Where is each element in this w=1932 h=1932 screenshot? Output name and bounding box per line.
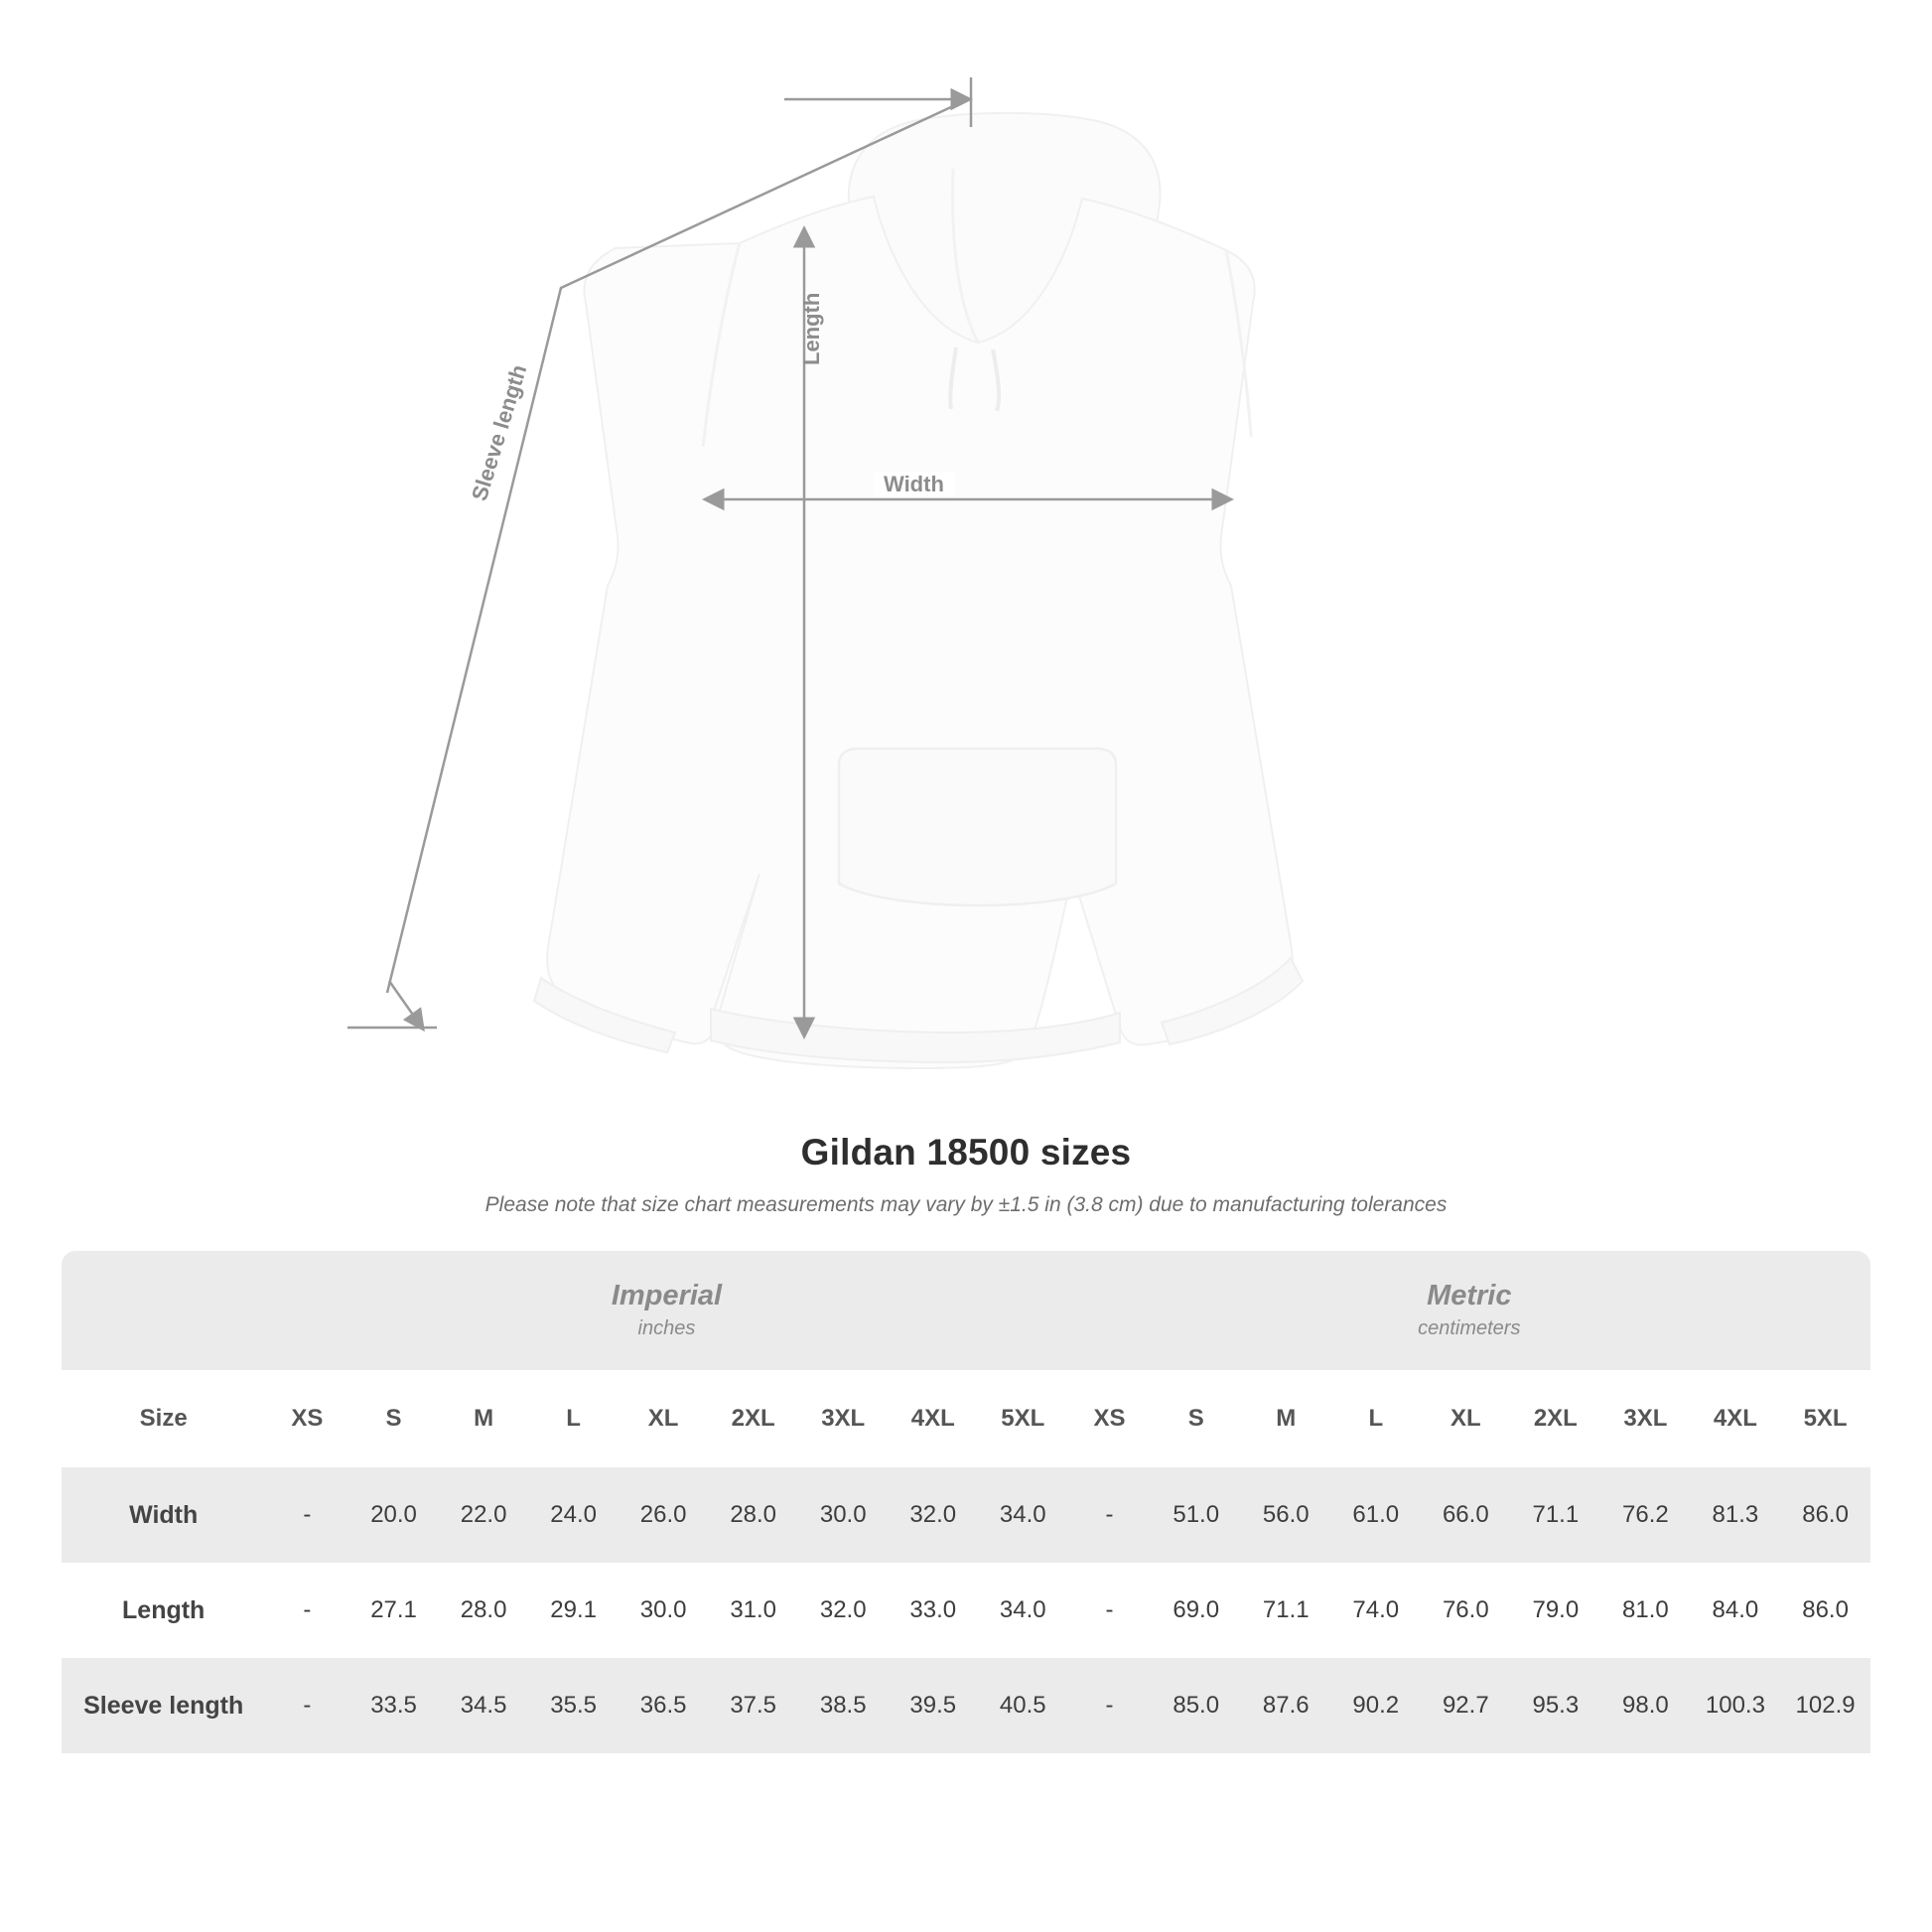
width-metric-s: 51.0 xyxy=(1151,1467,1241,1563)
width-imperial-3xl: 30.0 xyxy=(798,1467,889,1563)
header-metric-xs: XS xyxy=(1068,1370,1152,1467)
width-metric-m: 56.0 xyxy=(1241,1467,1331,1563)
header-size-label: Size xyxy=(62,1370,265,1467)
sleeve-imperial-s: 33.5 xyxy=(348,1658,439,1753)
unit-corner-cell xyxy=(62,1251,265,1370)
length-label: Length xyxy=(799,292,824,365)
title-block xyxy=(0,1132,1932,1217)
header-imperial-5xl: 5XL xyxy=(978,1370,1068,1467)
length-imperial-l: 29.1 xyxy=(528,1563,619,1658)
tolerance-note: Please note that size chart measurements may vary by ±1.5 in (3.8 cm) due to manufacturing tolerances xyxy=(484,1193,1448,1216)
header-metric-4xl: 4XL xyxy=(1691,1370,1781,1467)
header-metric-xl: XL xyxy=(1421,1370,1511,1467)
sleeve-metric-xl: 92.7 xyxy=(1421,1658,1511,1753)
header-imperial-m: M xyxy=(439,1370,529,1467)
header-metric-s: S xyxy=(1151,1370,1241,1467)
sleeve-metric-4xl: 100.3 xyxy=(1691,1658,1781,1753)
header-imperial-xl: XL xyxy=(619,1370,709,1467)
unit-metric-name: Metric xyxy=(1427,1279,1512,1311)
header-metric-2xl: 2XL xyxy=(1511,1370,1601,1467)
header-imperial-s: S xyxy=(348,1370,439,1467)
header-metric-m: M xyxy=(1241,1370,1331,1467)
row-label-length: Length xyxy=(62,1563,265,1658)
width-metric-xl: 66.0 xyxy=(1421,1467,1511,1563)
sleeve-metric-5xl: 102.9 xyxy=(1780,1658,1870,1753)
width-imperial-5xl: 34.0 xyxy=(978,1467,1068,1563)
row-label-sleeve-length: Sleeve length xyxy=(62,1658,265,1753)
size-table-wrap xyxy=(62,1251,1870,1753)
length-metric-2xl: 79.0 xyxy=(1511,1563,1601,1658)
width-label: Width xyxy=(874,472,954,497)
sleeve-imperial-2xl: 37.5 xyxy=(708,1658,798,1753)
length-metric-l: 74.0 xyxy=(1331,1563,1422,1658)
size-table xyxy=(62,1251,1870,1753)
header-metric-5xl: 5XL xyxy=(1780,1370,1870,1467)
length-metric-xs: - xyxy=(1068,1563,1152,1658)
unit-group-metric xyxy=(1068,1251,1870,1370)
length-metric-4xl: 84.0 xyxy=(1691,1563,1781,1658)
sleeve-imperial-m: 34.5 xyxy=(439,1658,529,1753)
width-metric-xs: - xyxy=(1068,1467,1152,1563)
width-imperial-m: 22.0 xyxy=(439,1467,529,1563)
width-metric-4xl: 81.3 xyxy=(1691,1467,1781,1563)
sleeve-imperial-4xl: 39.5 xyxy=(888,1658,978,1753)
table-row xyxy=(62,1467,1870,1563)
unit-group-imperial xyxy=(265,1251,1067,1370)
header-imperial-3xl: 3XL xyxy=(798,1370,889,1467)
header-imperial-2xl: 2XL xyxy=(708,1370,798,1467)
width-imperial-s: 20.0 xyxy=(348,1467,439,1563)
length-imperial-xl: 30.0 xyxy=(619,1563,709,1658)
sleeve-metric-3xl: 98.0 xyxy=(1600,1658,1691,1753)
header-metric-l: L xyxy=(1331,1370,1422,1467)
sleeve-imperial-xl: 36.5 xyxy=(619,1658,709,1753)
page-title: Gildan 18500 sizes xyxy=(800,1132,1132,1173)
table-row xyxy=(62,1658,1870,1753)
width-imperial-l: 24.0 xyxy=(528,1467,619,1563)
header-imperial-4xl: 4XL xyxy=(888,1370,978,1467)
size-header-row xyxy=(62,1370,1870,1467)
width-imperial-4xl: 32.0 xyxy=(888,1467,978,1563)
header-imperial-xs: XS xyxy=(265,1370,348,1467)
sleeve-metric-2xl: 95.3 xyxy=(1511,1658,1601,1753)
length-imperial-4xl: 33.0 xyxy=(888,1563,978,1658)
header-imperial-l: L xyxy=(528,1370,619,1467)
length-imperial-xs: - xyxy=(265,1563,348,1658)
width-imperial-xs: - xyxy=(265,1467,348,1563)
length-imperial-3xl: 32.0 xyxy=(798,1563,889,1658)
sleeve-imperial-xs: - xyxy=(265,1658,348,1753)
sleeve-imperial-5xl: 40.5 xyxy=(978,1658,1068,1753)
length-imperial-m: 28.0 xyxy=(439,1563,529,1658)
unit-metric-sub: centimeters xyxy=(1418,1317,1521,1340)
width-imperial-2xl: 28.0 xyxy=(708,1467,798,1563)
sleeve-length-label: Sleeve length xyxy=(467,361,532,504)
length-metric-5xl: 86.0 xyxy=(1780,1563,1870,1658)
sleeve-metric-l: 90.2 xyxy=(1331,1658,1422,1753)
width-imperial-xl: 26.0 xyxy=(619,1467,709,1563)
length-imperial-5xl: 34.0 xyxy=(978,1563,1068,1658)
length-imperial-2xl: 31.0 xyxy=(708,1563,798,1658)
width-metric-3xl: 76.2 xyxy=(1600,1467,1691,1563)
width-metric-l: 61.0 xyxy=(1331,1467,1422,1563)
length-metric-s: 69.0 xyxy=(1151,1563,1241,1658)
sleeve-metric-s: 85.0 xyxy=(1151,1658,1241,1753)
width-metric-5xl: 86.0 xyxy=(1780,1467,1870,1563)
row-label-width: Width xyxy=(62,1467,265,1563)
table-row xyxy=(62,1563,1870,1658)
length-metric-3xl: 81.0 xyxy=(1600,1563,1691,1658)
header-metric-3xl: 3XL xyxy=(1600,1370,1691,1467)
length-imperial-s: 27.1 xyxy=(348,1563,439,1658)
sleeve-metric-xs: - xyxy=(1068,1658,1152,1753)
length-metric-m: 71.1 xyxy=(1241,1563,1331,1658)
unit-imperial-sub: inches xyxy=(637,1317,696,1340)
sleeve-imperial-l: 35.5 xyxy=(528,1658,619,1753)
sleeve-imperial-3xl: 38.5 xyxy=(798,1658,889,1753)
sleeve-metric-m: 87.6 xyxy=(1241,1658,1331,1753)
unit-header-row xyxy=(62,1251,1870,1370)
unit-imperial-name: Imperial xyxy=(611,1279,723,1311)
hoodie-shape xyxy=(534,113,1303,1068)
width-metric-2xl: 71.1 xyxy=(1511,1467,1601,1563)
length-metric-xl: 76.0 xyxy=(1421,1563,1511,1658)
